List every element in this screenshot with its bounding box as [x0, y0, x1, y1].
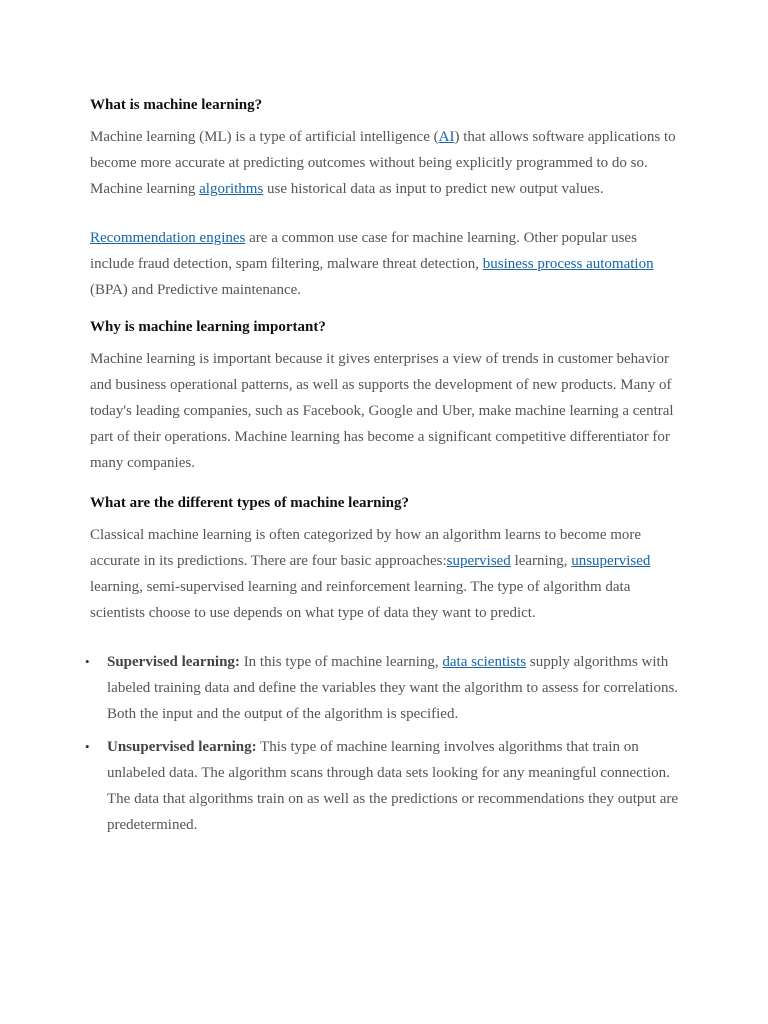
- link-business-process-automation[interactable]: business process automation: [482, 256, 654, 272]
- label-supervised-learning: Supervised learning:: [107, 654, 240, 670]
- paragraph-ml-uses: [90, 225, 682, 303]
- paragraph-ml-definition: [90, 124, 682, 202]
- text-segment: use historical data as input to predict new output values.: [263, 181, 604, 197]
- heading-types-of-ml: What are the different types of machine learning?: [90, 495, 409, 511]
- text-segment: This type of machine learning involves algorithms that train on unlabeled data. The algorithm scans through data sets looking for any meaningful connection. The data that algorithms train on as well as the predictions or recommendations they output are predetermined.: [107, 739, 679, 833]
- heading-why-important: Why is machine learning important?: [90, 319, 326, 335]
- text-segment: In this type of machine learning,: [239, 654, 443, 670]
- text-segment: are a common use case for machine learning. Other popular uses include fraud detection, spam filtering, malware threat detection,: [90, 230, 637, 272]
- text-segment: (BPA) and Predictive maintenance.: [90, 282, 302, 298]
- label-unsupervised-learning: Unsupervised learning:: [107, 739, 257, 755]
- bullet-icon: •: [85, 654, 90, 669]
- text-segment: Machine learning (ML) is a type of artificial intelligence (: [90, 129, 439, 145]
- ml-types-list: [85, 649, 682, 838]
- spacer: [90, 202, 682, 225]
- bullet-icon: •: [85, 739, 90, 754]
- link-unsupervised[interactable]: unsupervised: [571, 553, 651, 569]
- link-supervised[interactable]: supervised: [446, 553, 511, 569]
- link-data-scientists[interactable]: data scientists: [442, 654, 527, 670]
- text-segment: Classical machine learning is often categorized by how an algorithm learns to become more accurate in its predictions. There are four basic approaches:: [90, 527, 642, 569]
- article-body: [85, 92, 682, 838]
- text-segment: ) that allows software applications to become more accurate at predicting outcomes without being explicitly programmed to do so. Machine learning: [90, 129, 676, 197]
- link-algorithms[interactable]: algorithms: [199, 181, 264, 197]
- paragraph-types-of-ml: [90, 522, 682, 626]
- spacer: [90, 303, 682, 314]
- text-segment: learning, semi-supervised learning and reinforcement learning. The type of algorithm data scientists choose to use depends on what type of data they want to predict.: [90, 579, 631, 621]
- text-segment: learning,: [510, 553, 572, 569]
- link-ai[interactable]: AI: [438, 129, 455, 145]
- list-item-unsupervised: [85, 734, 682, 838]
- spacer: [90, 476, 682, 490]
- spacer: [90, 626, 682, 649]
- text-segment: supply algorithms with labeled training data and define the variables they want the algorithm to assess for correlations. Both the input and the output of the algorithm is specified.: [107, 654, 679, 722]
- link-recommendation-engines[interactable]: Recommendation engines: [90, 230, 246, 246]
- paragraph-why-important: Machine learning is important because it gives enterprises a view of trends in customer behavior and business operational patterns, as well as supports the development of new products. Many of today's leading companies, such as Facebook, Google and Uber, make machine learning a central part of their operations. Machine learning has become a significant competitive differentiator for many companies.: [90, 351, 674, 471]
- heading-what-is-ml: What is machine learning?: [90, 97, 263, 113]
- list-item-supervised: [85, 649, 682, 727]
